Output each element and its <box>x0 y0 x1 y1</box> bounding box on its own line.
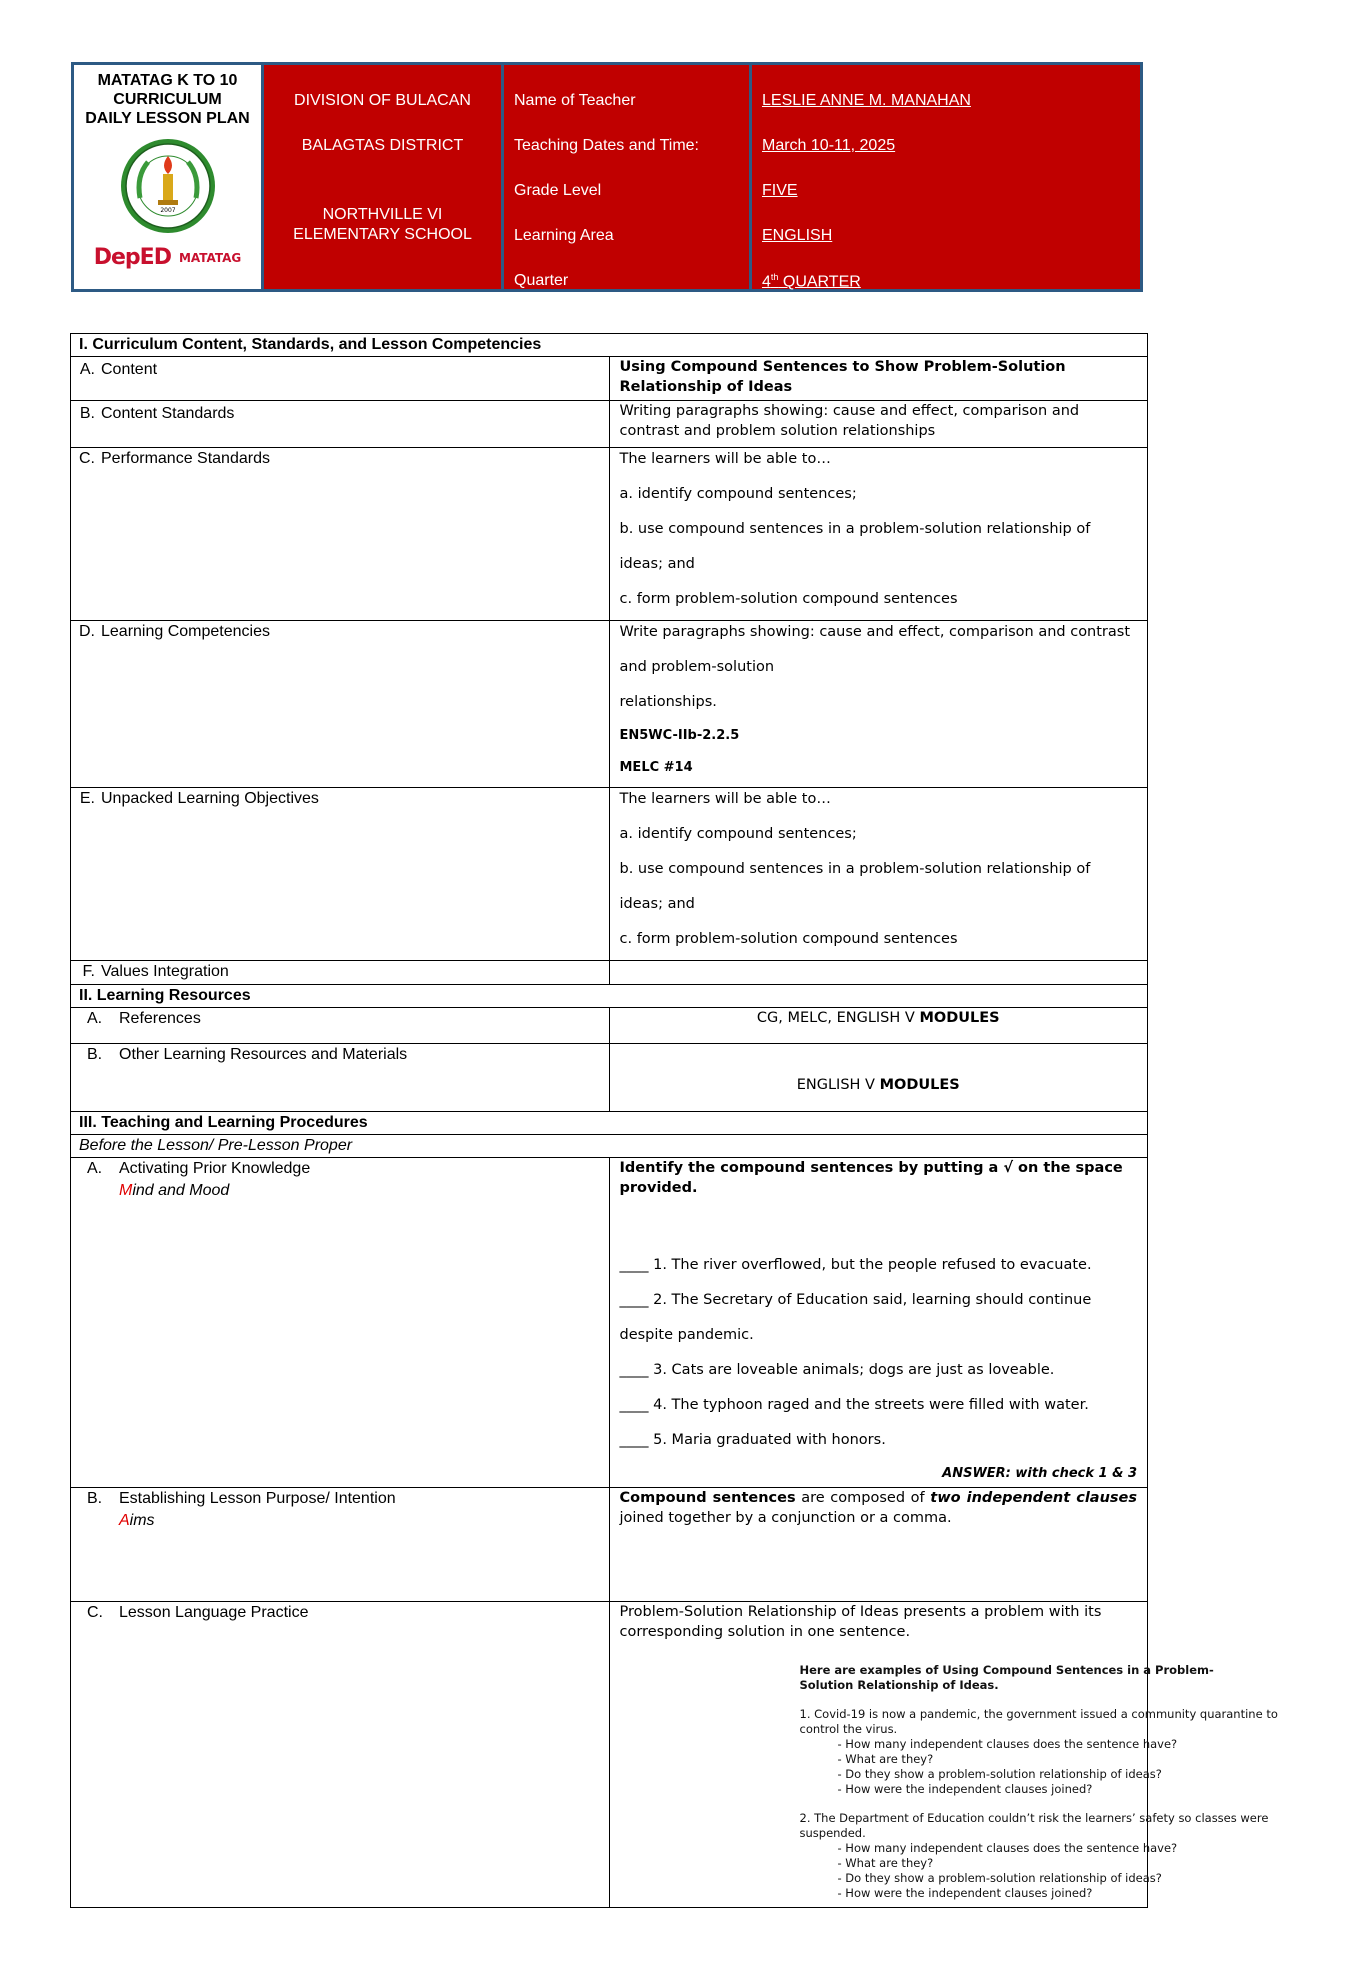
row-number: E. <box>79 790 95 807</box>
performance-line: b. use compound sentences in a problem-solution relationship of ideas; and <box>619 521 1091 572</box>
content-text: Using Compound Sentences to Show Problem-Solution Relationship of Ideas <box>619 359 1066 395</box>
row-number: C. <box>79 450 95 467</box>
curriculum-title-line-3: DAILY LESSON PLAN <box>85 110 250 127</box>
row-label: Other Learning Resources and Materials <box>119 1046 408 1063</box>
division-name: DIVISION OF BULACAN <box>294 92 471 109</box>
quarter-word: QUARTER <box>778 273 861 291</box>
row-label: Establishing Lesson Purpose/ Intention <box>119 1490 396 1507</box>
deped-logo: DepED <box>93 245 171 270</box>
section-3-subheading: Before the Lesson/ Pre-Lesson Proper <box>71 1135 1148 1158</box>
row-label: Unpacked Learning Objectives <box>101 790 319 807</box>
section-3-sub-row <box>71 1135 1148 1158</box>
section-3-heading: III. Teaching and Learning Procedures <box>71 1112 1148 1135</box>
melc-number: MELC #14 <box>619 760 693 775</box>
dates-value: March 10-11, 2025 <box>762 137 896 154</box>
content-standards-text: Writing paragraphs showing: cause and effect, comparison and contrast and problem solution relationships <box>619 403 1080 439</box>
section-2-heading: II. Learning Resources <box>71 985 1148 1008</box>
row-number: B. <box>87 1046 103 1063</box>
values-integration-text <box>610 961 1148 967</box>
example-question: - What are they? <box>837 1856 934 1870</box>
row-label: References <box>119 1010 201 1027</box>
competency-text-line-1: Write paragraphs showing: cause and effect, comparison and contrast and problem-solution <box>619 624 1131 675</box>
example-image <box>800 1663 1360 1901</box>
row-label: Content <box>101 361 158 378</box>
section-3-row <box>71 1112 1148 1135</box>
objective-line: b. use compound sentences in a problem-solution relationship of ideas; and <box>619 861 1091 912</box>
competency-text-line-2: relationships. <box>619 694 717 710</box>
language-practice-row <box>71 1602 1148 1908</box>
lesson-plan-table <box>70 333 1278 1908</box>
row-label: Lesson Language Practice <box>119 1604 309 1621</box>
quarter-ordinal: th <box>770 272 779 282</box>
example-question: - What are they? <box>837 1752 934 1766</box>
activity-item: ____ 4. The typhoon raged and the streets were filled with water. <box>619 1397 1089 1413</box>
establishing-purpose-row <box>71 1488 1148 1602</box>
section-2-row <box>71 985 1148 1008</box>
activity-item: ____ 1. The river overflowed, but the people refused to evacuate. <box>619 1257 1092 1273</box>
curriculum-title-cell <box>74 65 264 289</box>
row-number: F. <box>82 963 95 980</box>
grade-value: FIVE <box>762 182 798 199</box>
matatag-logo: MATATAG <box>178 250 242 265</box>
row-number: B. <box>87 1490 103 1507</box>
establishing-text: Compound sentences are composed of two independent clauses joined together by a conjunction or a comma. <box>619 1490 1137 1526</box>
other-resources-row <box>71 1044 1148 1112</box>
performance-standards-row <box>71 448 1148 621</box>
row-label: Learning Competencies <box>101 623 270 640</box>
seal-year: 2007 <box>159 207 176 214</box>
row-label: Activating Prior Knowledge <box>119 1160 311 1177</box>
aims-rest: ims <box>129 1512 155 1529</box>
section-1-row <box>71 334 1148 357</box>
other-resources-text: ENGLISH V MODULES <box>796 1077 960 1093</box>
example-sentence-2: 2. The Department of Education couldn’t risk the learners’ safety so classes were suspended. <box>799 1811 1269 1840</box>
example-question: - Do they show a problem-solution relationship of ideas? <box>837 1871 1162 1885</box>
school-seal-logo <box>118 136 218 236</box>
activity-item: ____ 2. The Secretary of Education said, learning should continue despite pandemic. <box>619 1292 1092 1343</box>
objective-line: The learners will be able to… <box>619 791 831 807</box>
activity-item: ____ 5. Maria graduated with honors. <box>619 1432 886 1448</box>
values-integration-row <box>71 961 1148 985</box>
references-text: CG, MELC, ENGLISH V MODULES <box>756 1010 1000 1026</box>
school-name <box>264 205 501 245</box>
dates-label: Teaching Dates and Time: <box>514 137 699 154</box>
content-row <box>71 357 1148 401</box>
example-question: - How many independent clauses does the sentence have? <box>837 1737 1178 1751</box>
quarter-value <box>762 272 861 291</box>
unpacked-objectives-row <box>71 788 1148 961</box>
example-question: - How were the independent clauses joined? <box>837 1782 1093 1796</box>
area-value: ENGLISH <box>762 227 833 244</box>
school-name-line-1: NORTHVILLE VI <box>322 206 443 223</box>
competency-code: EN5WC-IIb-2.2.5 <box>619 728 740 743</box>
activity-answer: ANSWER: with check 1 & 3 <box>942 1466 1137 1481</box>
example-title: Here are examples of Using Compound Sentences in a Problem-Solution Relationship of Ideas. <box>799 1663 1214 1692</box>
row-label: Values Integration <box>101 963 229 980</box>
curriculum-title-line-1: MATATAG K TO 10 <box>97 72 238 89</box>
example-question: - How many independent clauses does the sentence have? <box>837 1841 1178 1855</box>
content-standards-row <box>71 401 1148 448</box>
activity-instruction: Identify the compound sentences by putting a √ on the space provided. <box>619 1160 1123 1196</box>
row-number: A. <box>79 361 95 378</box>
info-labels-cell <box>504 65 752 289</box>
performance-line: The learners will be able to… <box>619 451 831 467</box>
activating-prior-knowledge-row <box>71 1158 1148 1488</box>
teacher-value: LESLIE ANNE M. MANAHAN <box>762 92 971 109</box>
curriculum-title-line-2: CURRICULUM <box>113 91 222 108</box>
row-label: Content Standards <box>101 405 235 422</box>
learning-competencies-row <box>71 621 1148 788</box>
grade-label: Grade Level <box>514 182 602 199</box>
row-number: A. <box>87 1160 103 1177</box>
example-question: - How were the independent clauses joined? <box>837 1886 1093 1900</box>
quarter-label: Quarter <box>514 272 569 289</box>
row-number: B. <box>79 405 95 422</box>
info-values-cell <box>752 65 1140 289</box>
activity-item: ____ 3. Cats are loveable animals; dogs are just as loveable. <box>619 1362 1055 1378</box>
performance-line: c. form problem-solution compound sentences <box>619 591 958 607</box>
mind-mood-initial: M <box>119 1182 133 1199</box>
row-label: Performance Standards <box>101 450 270 467</box>
school-name-line-2: ELEMENTARY SCHOOL <box>293 226 472 243</box>
mind-mood-rest: ind and Mood <box>132 1182 230 1199</box>
section-1-heading: I. Curriculum Content, Standards, and Lesson Competencies <box>71 334 1148 357</box>
example-sentence-1: 1. Covid-19 is now a pandemic, the government issued a community quarantine to control the virus. <box>799 1707 1278 1736</box>
row-number: D. <box>79 623 95 640</box>
teacher-label: Name of Teacher <box>514 92 636 109</box>
objective-line: c. form problem-solution compound sentences <box>619 931 958 947</box>
row-number: A. <box>87 1010 103 1027</box>
row-number: C. <box>87 1604 103 1621</box>
language-practice-text: Problem-Solution Relationship of Ideas presents a problem with its corresponding solution in one sentence. <box>619 1604 1102 1640</box>
quarter-number: 4 <box>762 273 771 291</box>
aims-initial: A <box>119 1512 130 1529</box>
area-label: Learning Area <box>514 227 614 244</box>
lesson-plan-header <box>71 62 1143 292</box>
example-question: - Do they show a problem-solution relationship of ideas? <box>837 1767 1162 1781</box>
division-cell <box>264 65 504 289</box>
performance-line: a. identify compound sentences; <box>619 486 857 502</box>
references-row <box>71 1008 1148 1044</box>
objective-line: a. identify compound sentences; <box>619 826 857 842</box>
district-name: BALAGTAS DISTRICT <box>301 137 464 154</box>
